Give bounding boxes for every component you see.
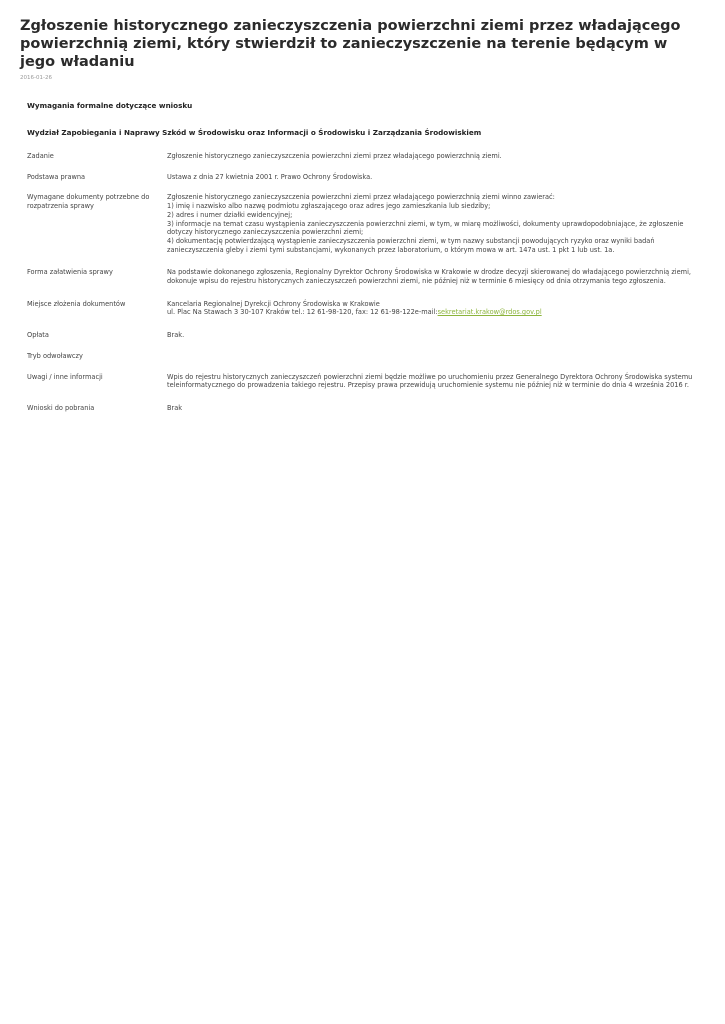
section-title: Wymagania formalne dotyczące wniosku	[27, 101, 193, 110]
row-label: Wymagane dokumenty potrzebne do rozpatrzenia sprawy	[27, 193, 150, 211]
row-label: Tryb odwoławczy	[27, 351, 83, 360]
row-label: Miejsce złożenia dokumentów	[27, 299, 126, 308]
email-link[interactable]: sekretariat.krakow@rdos.gov.pl	[437, 308, 542, 317]
row-forma-zalatwienia	[20, 266, 705, 287]
office-address: ul. Plac Na Stawach 3 30-107 Kraków tel.: 12 61-98-120, fax: 12 61-98-122e-mail:	[167, 308, 438, 317]
page	[0, 0, 725, 415]
row-podstawa-prawna	[20, 171, 705, 184]
row-uwagi	[20, 371, 705, 392]
row-value: Zgłoszenie historycznego zanieczyszczenia powierzchni ziemi przez władającego powierzchnią ziemi.	[167, 152, 502, 160]
row-value: Wpis do rejestru historycznych zanieczyszczeń powierzchni ziemi będzie możliwe po uruchomieniu przez Generalnego Dyrektora Ochrony Środowiska systemu teleinformatycznego do prowadzenia takiego rejestru. Przepisy prawa przewidują uruchomienie systemu nie później niż w terminie do dnia 4 września 2016 r.	[167, 372, 693, 390]
row-value	[167, 352, 705, 361]
row-label: Zadanie	[27, 152, 54, 160]
document-item-2: 2) adres i numer działki ewidencyjnej;	[167, 210, 293, 219]
row-tryb-odwolawczy	[20, 350, 705, 363]
row-label: Wnioski do pobrania	[27, 403, 95, 412]
row-value: Na podstawie dokonanego zgłoszenia, Regionalny Dyrektor Ochrony Środowiska w Krakowie w drodze decyzji skierowanej do władającego powierzchnią ziemi, dokonuje wpisu do rejestru historycznych zanieczyszczeń powierzchni ziemi, nie później niż w terminie 6 miesięcy od dnia otrzymania tego zgłoszenia.	[167, 268, 692, 286]
row-label: Uwagi / inne informacji	[27, 372, 103, 381]
row-value: Ustawa z dnia 27 kwietnia 2001 r. Prawo Ochrony Środowiska.	[167, 172, 373, 181]
page-title: Zgłoszenie historycznego zanieczyszczenia powierzchni ziemi przez władającego powierzchnią ziemi, który stwierdził to zanieczyszczenie na terenie będącym w jego władaniu	[20, 18, 681, 70]
department-title: Wydział Zapobiegania i Naprawy Szkód w Środowisku oraz Informacji o Środowisku i Zarządzania Środowiskiem	[27, 128, 482, 137]
office-name: Kancelaria Regionalnej Dyrekcji Ochrony Środowiska w Krakowie	[167, 299, 380, 308]
row-oplata	[20, 329, 705, 342]
row-wnioski	[20, 402, 705, 415]
row-label: Podstawa prawna	[27, 172, 86, 181]
publication-date: 2016-01-26	[20, 75, 52, 81]
row-value	[167, 300, 705, 317]
document-item-3: 3) informacje na temat czasu wystąpienia zanieczyszczenia powierzchni ziemi, w tym, w miarę możliwości, dokumenty uprawdopodobniające, że zgłoszenie dotyczy historycznego zanieczyszczenia powierzchni ziemi;	[167, 219, 684, 237]
row-zadanie	[20, 150, 705, 163]
row-wymagane-dokumenty	[20, 191, 705, 256]
document-intro: Zgłoszenie historycznego zanieczyszczenia powierzchni ziemi przez władającego powierzchnią ziemi winno zawierać:	[167, 193, 555, 202]
row-value	[167, 193, 705, 254]
row-value: Brak	[167, 403, 183, 412]
row-miejsce-zlozenia	[20, 298, 705, 319]
row-label: Forma załatwienia sprawy	[27, 268, 113, 277]
document-item-4: 4) dokumentację potwierdzającą wystąpienie zanieczyszczenia powierzchni ziemi, w tym nazwy substancji powodujących ryzyko oraz wyniki badań zanieczyszczenia gleby i ziemi tymi substancjami, wykonanych przez laboratorium, o którym mowa w art. 147a ust. 1 pkt 1 lub ust. 1a.	[167, 236, 655, 254]
office-contact	[167, 308, 699, 317]
row-value: Brak.	[167, 331, 185, 340]
document-item-1: 1) imię i nazwisko albo nazwę podmiotu zgłaszającego oraz adres jego zamieszkania lub siedziby;	[167, 202, 491, 211]
row-label: Opłata	[27, 331, 49, 340]
